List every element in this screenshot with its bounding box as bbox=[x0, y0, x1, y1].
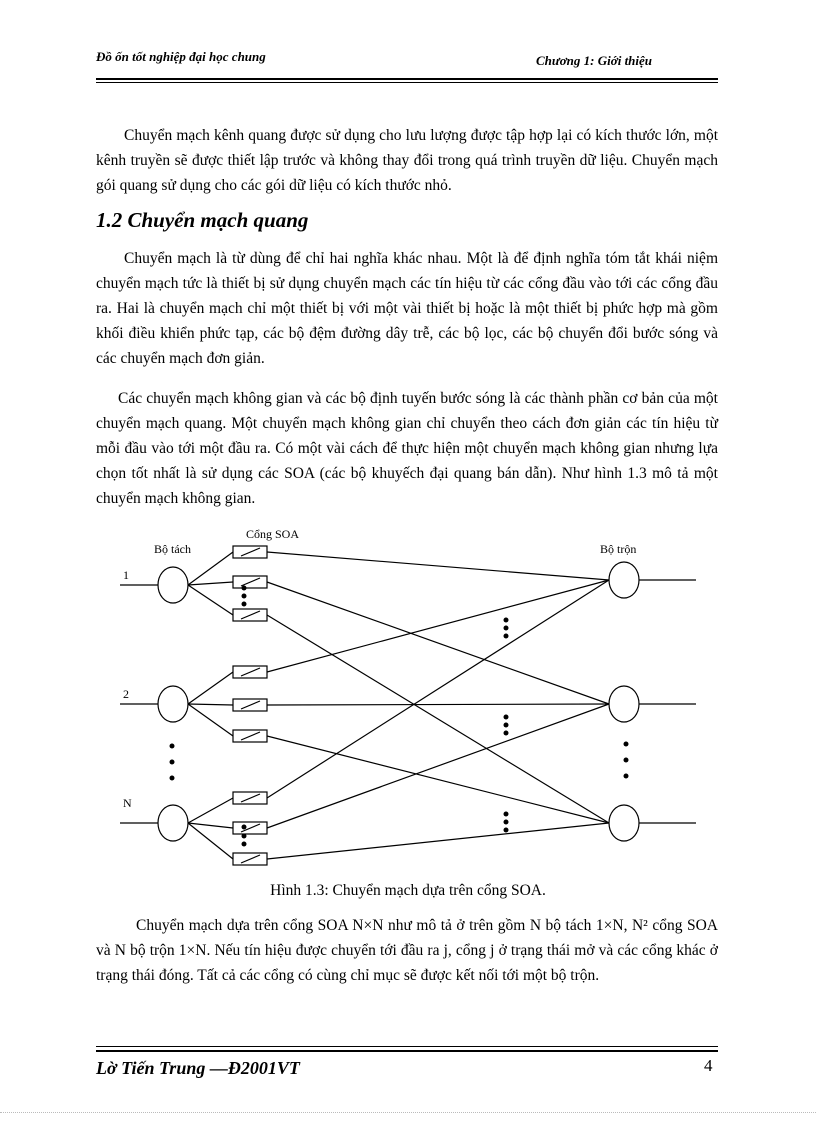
paragraph-1: Chuyển mạch kênh quang được sử dụng cho lưu lượng được tập hợp lại có kích thước lớn, một kênh truyền sẽ được thiết lập trước và không thay đổi trong quá trình truyền dữ liệu. Chuyển mạch gói quang sử dụng cho các gói dữ liệu có kích thước nhỏ. bbox=[96, 127, 718, 194]
gate-label: Cổng SOA bbox=[246, 527, 300, 541]
soa-gate bbox=[233, 822, 267, 834]
combiner-1 bbox=[609, 562, 639, 598]
splitter-1 bbox=[158, 567, 188, 603]
combiner-n bbox=[609, 805, 639, 841]
input-label-1: 1 bbox=[123, 568, 129, 582]
header-chapter: Chương 1: Giới thiệu bbox=[536, 53, 653, 68]
soa-gate bbox=[233, 609, 267, 621]
soa-gate bbox=[233, 666, 267, 678]
soa-gate bbox=[233, 699, 267, 711]
paragraph-4: Chuyển mạch dựa trên cổng SOA N×N như mô tả ở trên gồm N bộ tách 1×N, N² cổng SOA và N bộ trộn 1×N. Nếu tín hiệu được chuyển tới đầu ra j, cổng j ở trạng thái mở và các cổng khác ở trạng thái đóng. Tất cả các cổng có cùng chỉ mục sẽ được kết nối tới một bộ trộn. bbox=[96, 917, 718, 984]
splitter-label: Bộ tách bbox=[154, 542, 191, 556]
header-rule-thin bbox=[96, 82, 718, 83]
soa-gate bbox=[233, 576, 267, 588]
page-bottom-border bbox=[0, 1112, 816, 1113]
section-heading: 1.2 Chuyển mạch quang bbox=[96, 208, 309, 232]
footer-rule bbox=[96, 1050, 718, 1052]
soa-gate bbox=[233, 546, 267, 558]
splitter-n bbox=[158, 805, 188, 841]
figure-caption: Hình 1.3: Chuyển mạch dựa trên cổng SOA. bbox=[270, 882, 546, 899]
input-label-2: 2 bbox=[123, 687, 129, 701]
paragraph-3: Các chuyển mạch không gian và các bộ định tuyến bước sóng là các thành phần cơ bản của một chuyển mạch quang. Một chuyển mạch không gian chỉ chuyển theo cách đơn giản các tín hiệu từ mỗi đầu vào tới một đầu ra. Có một vài cách để thực hiện một chuyển mạch không gian nhưng lựa chọn tốt nhất là sử dụng các SOA (các bộ khuyếch đại quang bán dẫn). Như hình 1.3 mô tả một chuyển mạch không gian. bbox=[96, 390, 718, 507]
input-label-n: N bbox=[123, 796, 132, 810]
paragraph-2: Chuyển mạch là từ dùng để chỉ hai nghĩa khác nhau. Một là để định nghĩa tóm tắt khái niệm chuyển mạch tức là thiết bị sử dụng chuyển mạch các tín hiệu từ các cổng đầu vào tới các cổng đầu ra. Hai là chuyển mạch chỉ một thiết bị với một vài thiết bị hoặc là một thiết bị phức hợp mà gồm khối điều khiển phức tạp, các bộ đệm đường dây trễ, các bộ lọc, các bộ chuyển đổi bước sóng và các chuyển mạch đơn giản. bbox=[96, 250, 718, 367]
soa-switch-diagram bbox=[96, 522, 718, 874]
splitter-2 bbox=[158, 686, 188, 722]
ellipsis-dots bbox=[170, 586, 629, 847]
header-title-left: Đồ ốn tốt nghiệp đại học chung bbox=[96, 49, 266, 64]
soa-gate bbox=[233, 853, 267, 865]
combiner-label: Bộ trộn bbox=[600, 542, 637, 556]
combiner-2 bbox=[609, 686, 639, 722]
soa-gate bbox=[233, 792, 267, 804]
page-number: 4 bbox=[704, 1056, 713, 1075]
footer-rule-thin bbox=[96, 1046, 718, 1047]
footer-author: Lờ Tiến Trung —Đ2001VT bbox=[96, 1058, 300, 1078]
header-rule bbox=[96, 78, 718, 80]
soa-gate bbox=[233, 730, 267, 742]
